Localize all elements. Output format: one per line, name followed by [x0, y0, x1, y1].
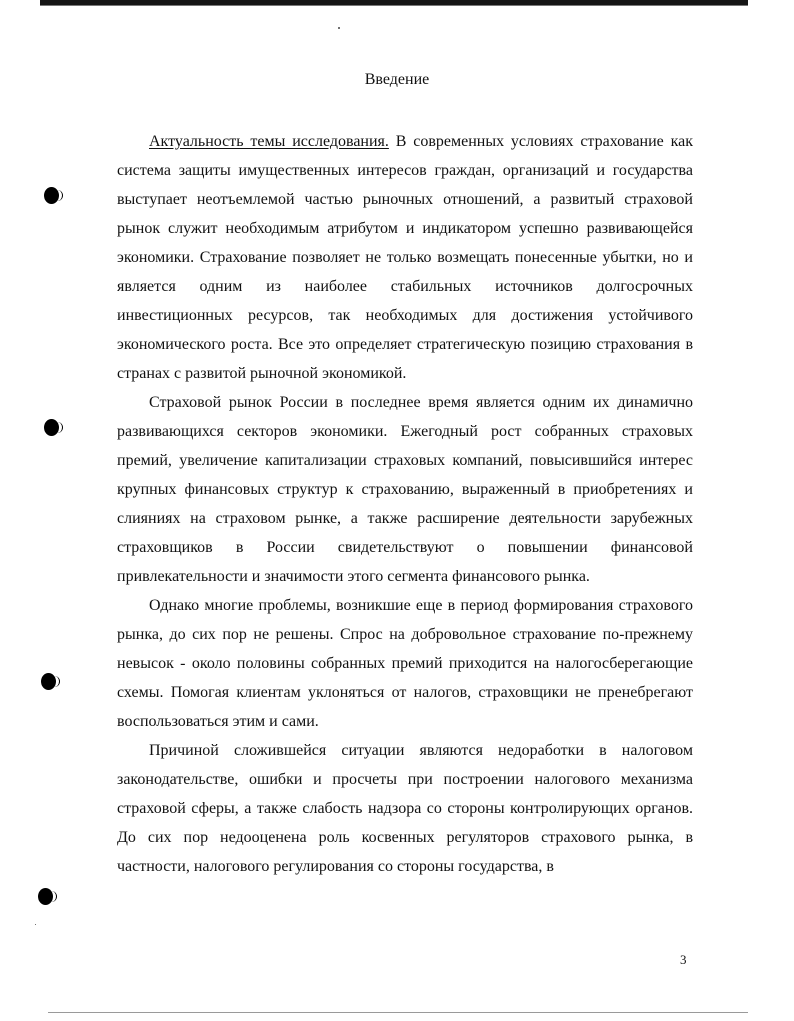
paragraph-text: В современных условиях страхование как система защиты имущественных интересов граждан, организаций и государства выступает неотъемлемой частью рыночных отношений, а развитый страховой рынок служит необходимым атрибутом и индикатором успешно развивающейся экономики. Страхование позволяет не только возмещать понесенные убытки, но и является одним из наиболее стабильных источников долгосрочных инвестиционных ресурсов, так необходимых для достижения устойчивого экономического роста. Все это определяет стратегическую позицию страхования в странах с развитой рыночной экономикой.	[117, 133, 693, 382]
paragraph: Однако многие проблемы, возникшие еще в период формирования страхового рынка, до сих пор не решены. Спрос на добровольное страхование по-прежнему невысок - около половины собранных премий приходится на налогосберегающие схемы. Помогая клиентам уклоняться от налогов, страховщики не пренебрегают воспользоваться этим и сами.	[117, 597, 693, 730]
paragraph: Причиной сложившейся ситуации являются недоработки в налоговом законодательстве, ошибки и просчеты при построении налогового механизма страховой сферы, а также слабость надзора со стороны контролирующих органов. До сих пор недооценена роль косвенных регуляторов страхового рынка, в частности, налогового регулирования со стороны государства, в	[117, 742, 693, 875]
section-lead-underlined: Актуальность темы исследования.	[149, 133, 389, 150]
scan-top-border-shadow	[40, 5, 748, 6]
punch-hole-mark	[41, 673, 56, 690]
scan-speck	[338, 27, 340, 29]
paragraph: Страховой рынок России в последнее время является одним их динамично развивающихся секторов экономики. Ежегодный рост собранных страховых премий, увеличение капитализации страховых компаний, повысившийся интерес крупных финансовых структур к страхованию, выраженный в приобретениях и слияниях на страховом рынке, а также расширение деятельности зарубежных страховщиков в России свидетельствуют о повышении финансовой привлекательности и значимости этого сегмента финансового рынка.	[117, 394, 693, 585]
page-title: Введение	[364, 71, 430, 88]
punch-hole-mark	[44, 187, 59, 204]
punch-hole-mark	[44, 419, 59, 436]
document-body	[117, 127, 693, 881]
punch-hole-mark	[38, 888, 53, 905]
paragraph-relevance	[117, 127, 693, 388]
page-number: 3	[680, 952, 687, 967]
scan-bottom-edge	[48, 1012, 748, 1013]
scan-speck	[35, 924, 36, 925]
